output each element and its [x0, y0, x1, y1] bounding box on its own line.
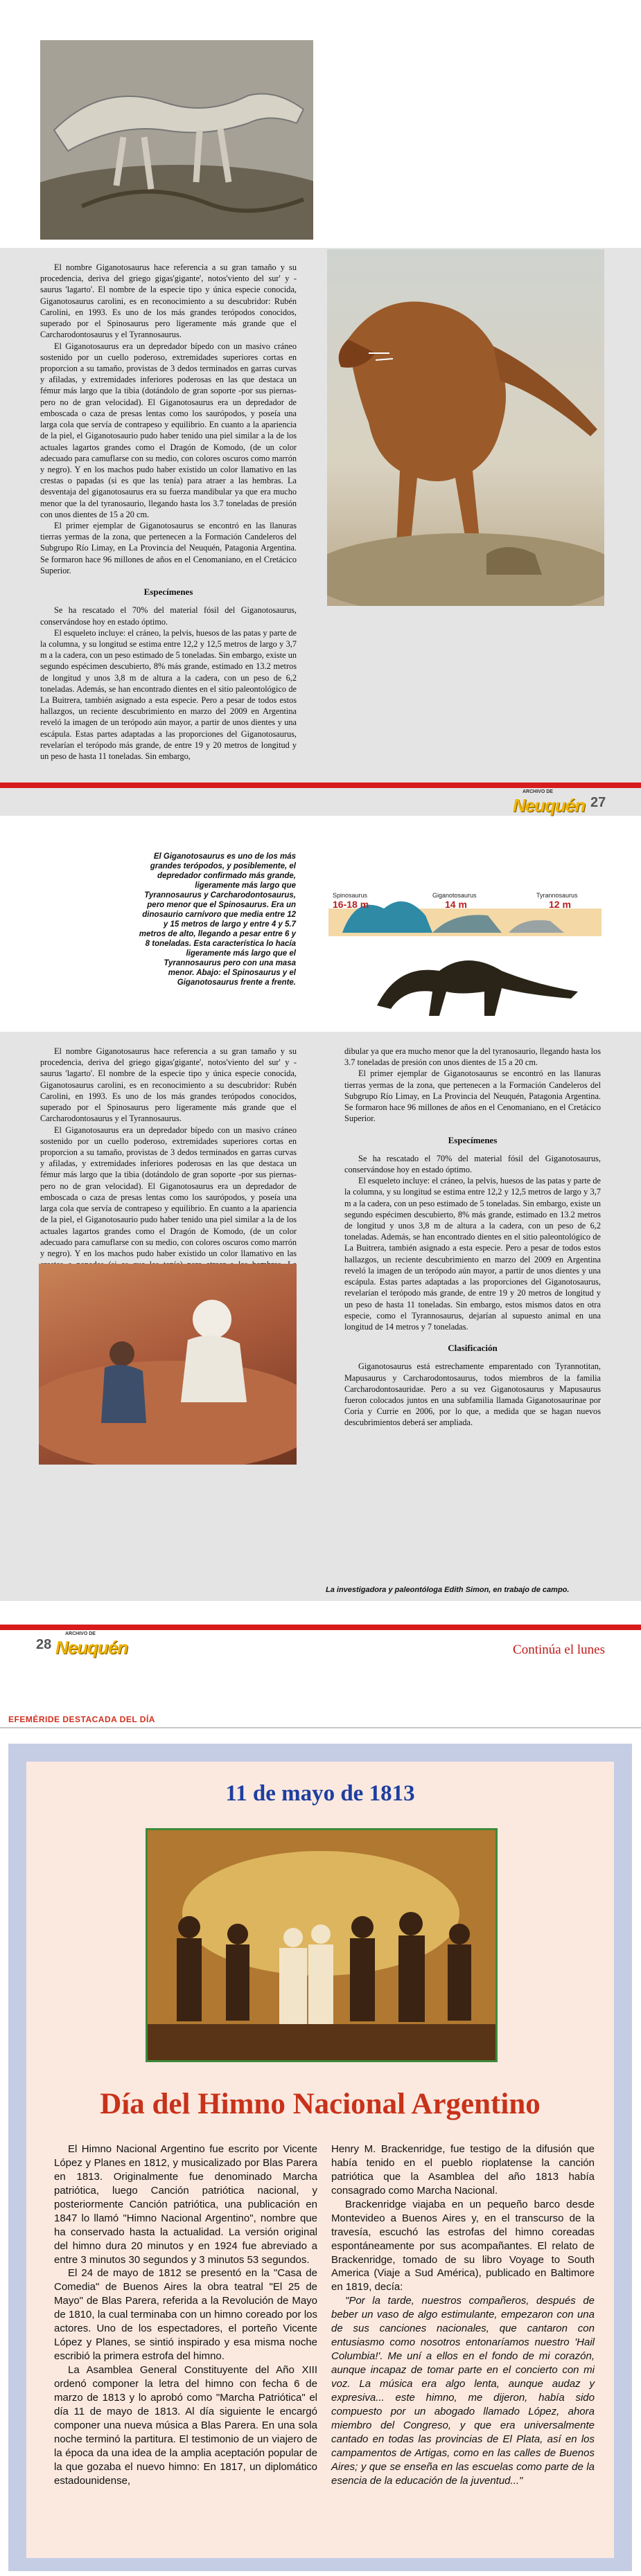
page-number: 28 — [36, 1637, 52, 1652]
brackenridge-quote: "Por la tarde, nuestros compañeros, después de beber un vaso de algo estimulante, empezaron con una de sus canciones nacionales, que cantaron con entusiasmo como nosotros entonaríamos nuestro 'Hail Columbia!'. Me uní a ellos en el fondo de mi corazón, aunque incapaz de tomar parte en el concierto con mi voz. La música era algo lenta, aunque audaz y expresiva... este himno, me dijeron, había sido compuesto por un abogado llamado López, ahora miembro del Congreso, y que era universalmente cantado en todas las provincias de El Plata, así en los campamentos de Artigas, como en las calles de Buenos Aires; y que se enseña en las escuelas como parte de la esencia de la educación de la juventud..." — [331, 2295, 595, 2487]
paragraph: El nombre Giganotosaurus hace referencia a su gran tamaño y su procedencia, deriva del griego gigas'gigante', notos'viento del sur' y -saurus 'lagarto'. El nombre de la especie tipo y única especie conocida, Giganotosaurus carolini, es en reconocimiento a su descubridor: Rubén Carolini, en 1993. Es uno de los más grandes terópodos conocidos, superado por el Spinosaurus pero ligeramente más grande que el Carcharodontosaurus y el Tyrannosaurus. — [40, 1046, 297, 1124]
dinosaur-skeleton-photo — [40, 40, 313, 240]
efemeride-header — [0, 1710, 641, 1728]
logo-caption: ARCHIVO DE — [523, 789, 553, 794]
paragraph: Giganotosaurus está estrechamente emparentado con Tyrannotitan, Mapusaurus y Carcharodontosaurus, todos miembros de la familia Carcharodontosauridae. Pero a su vez Giganotosaurus y Mapusaurus fueron colocados juntos en una subfamilia llamada Giganotosaurinae por Coria y Currie en 2006, por lo que, a medida que se hagan nuevos descubrimientos deberá ser ampliada. — [344, 1361, 601, 1428]
field-work-photo — [39, 1264, 297, 1465]
size-value-tyrannosaurus: 12 m — [549, 899, 571, 910]
paragraph: El esqueleto incluye: el cráneo, la pelvis, huesos de las patas y parte de la columna, y su longitud se estima entre 12,2 y 12,5 metros de largo y 3,7 m a la cadera, con un peso estimado de 5 toneladas. Sin embargo, existe un segundo espécimen descubierto, 8% más grande, estimado en 13.2 metros de longitud y unos 3,8 m de altura a la cadera, con un peso de 6,2 toneladas. Además, se han encontrado dientes en el sitio paleontológico de La Buitrera, también asignado a esta especie. Pero a pesar de todos estos hallazgos, un reciente descubrimiento en marzo del 2009 en Argentina reveló la imagen de un terópodo aún mayor, a partir de unos dientes y una escápula. Estas partes adaptadas a las proporciones del Giganotosaurus, revelarían el terópodo más grande, de entre 19 y 20 metros de longitud y un peso de hasta 11 toneladas. Sin embargo, estos mismos datos en otra especie, como el Tyrannosaurus, dejarían al supuesto animal en una longitud de 14 metros y 7 toneladas. — [344, 1176, 601, 1332]
paragraph: dibular ya que era mucho menor que la del tyranosaurio, llegando hasta los 3.7 toneladas de presión con unos dientes de 15 a 20 cm. — [344, 1046, 601, 1068]
efemeride-header-label: EFEMÉRIDE DESTACADA DEL DÍA — [8, 1715, 155, 1724]
paragraph: El primer ejemplar de Giganotosaurus se encontró en las llanuras tierras yermas de la zona, que pertenecen a la Formación Candeleros del Subgrupo Río Limay, en La Provincia del Neuquén, Patagonia Argentina. Se formaron hace 96 millones de años en el Cenomaniano, en el Cretácico Superior. — [344, 1068, 601, 1124]
magazine-page-28 — [0, 817, 641, 1658]
magazine-page-27 — [0, 0, 641, 817]
neuquen-logo — [55, 1631, 128, 1658]
article-column-right — [344, 1046, 601, 1429]
logo-text: Neuquén — [55, 1637, 128, 1658]
logo-caption: ARCHIVO DE — [65, 1631, 96, 1636]
section-heading: Especímenes — [143, 587, 193, 598]
paragraph: El primer ejemplar de Giganotosaurus se encontró en las llanuras tierras yermas de la zona, que pertenecen a la Formación Candeleros del Subgrupo Río Limay, en La Provincia del Neuquén, Patagonia Argentina. Se formaron hace 96 millones de años en el Cenomaniano, en el Cretácico Superior. — [40, 521, 297, 575]
paragraph: Se ha rescatado el 70% del material fósil del Giganotosaurus, conservándose hoy en estado óptimo. — [40, 605, 297, 627]
size-label-giganotosaurus: Giganotosaurus — [432, 892, 477, 899]
efemeride-frame — [8, 1744, 632, 2571]
paragraph: Henry M. Brackenridge, fue testigo de la difusión que había tenido en el pueblo rioplatense la canción patriótica que la Asamblea del año 1813 había consagrado como Marcha Nacional. — [331, 2143, 595, 2197]
size-label-spinosaurus: Spinosaurus — [333, 892, 368, 899]
efemeride-column-right — [331, 2143, 595, 2487]
page-divider-bar — [0, 782, 641, 788]
article-column-left — [40, 1046, 297, 1282]
historic-painting — [146, 1828, 498, 2062]
page-number: 27 — [590, 795, 606, 810]
paragraph: La Asamblea General Constituyente del Año XIII ordenó componer la letra del himno con fecha 6 de marzo de 1813 y lo aprobó como "Marcha Patriótica" el día 11 de mayo de 1813. Al día siguiente le encargó componer una nueva música a Blas Parera. En una sola noche terminó la partitura. El testimonio de un viajero de la época da una idea de la amplia aceptación popular de la que gozaba el nuevo himno: En 1817, un diplomático estadounidense, — [54, 2364, 317, 2487]
efemeride-panel — [26, 1762, 614, 2558]
size-label-tyrannosaurus: Tyrannosaurus — [536, 892, 578, 899]
paragraph: El Giganotosaurus era un depredador bípedo con un masivo cráneo sostenido por un cuello poderoso, extremidades superiores cortas en proporcion a su tamaño, provistas de 3 dedos terminados en garras curvas y afiladas, y extremidades inferiores poderosas en las que destaca un fémur más largo que la tibia (dotándolo de gran soporte -por sus piernas- pero no de gran velocidad). El Giganotosaurus era un depredador de emboscada o caza de presas lentas como los saurópodos, y poseía una larga cola que servía de contrapeso y equilibrio. En cuanto a la apariencia de la piel, el Giganotosaurio pudo haber tenido una piel similar a la de los actuales lagartos grandes como el Dragón de Komodo, (de un color adecuado para camuflarse con su medio, con colores oscuros como marrón y negro). Y en los machos pudo haber existido un color llamativo en las — [40, 1125, 297, 1258]
giganotosaurus-illustration — [327, 249, 604, 606]
neuquen-logo — [513, 789, 586, 816]
size-value-giganotosaurus: 14 m — [445, 899, 467, 910]
page-divider-bar — [0, 1625, 641, 1630]
size-value-spinosaurus: 16-18 m — [333, 899, 369, 910]
paragraph: El nombre Giganotosaurus hace referencia a su gran tamaño y su procedencia, deriva del griego gigas'gigante', notos'viento del sur' y -saurus 'lagarto'. El nombre de la especie tipo y única especie conocida, Giganotosaurus carolini, es en reconocimiento a su descubridor: Rubén Carolini, en 1993. Es uno de los más grandes terópodos conocidos, superado por el Spinosaurus pero ligeramente más grande que el Carcharodontosaurus y el Tyrannosaurus. — [40, 262, 297, 340]
paragraph: El 24 de mayo de 1812 se presentó en la "Casa de Comedia" de Buenos Aires la obra teatral "El 25 de Mayo" de Blas Parera, referida a la Revolución de Mayo de 1810, la cual terminaba con un himno coreado por los actores. Uno de los espectadores, el porteño Vicente López y Planes, se sintió inspirado y esa misma noche escribió la primera estrofa del himno. — [54, 2267, 317, 2363]
paragraph: El esqueleto incluye: el cráneo, la pelvis, huesos de las patas y parte de la columna, y su longitud se estima entre 12,2 y 12,5 metros de largo y 3,7 m a la cadera, con un peso estimado de 5 toneladas. Sin embargo, existe un segundo espécimen descubierto, 8% más grande, estimado en 13.2 metros de longitud y unos 3,8 m de altura a la cadera, con un peso de 6,2 toneladas. Además, se han encontrado dientes en el sitio paleontológico de La Buitrera, también asignado a esta especie. Pero a pesar de todos estos hallazgos, un reciente descubrimiento en marzo del 2009 en Argentina reveló la imagen de un terópodo aún mayor, a partir de unos dientes y una escápula. Estas partes adaptadas a las proporciones del Giganotosaurus, revelarían el terópodo más grande, de entre 19 y 20 metros de longitud y un peso de hasta 11 toneladas. Sin embargo, — [40, 627, 297, 762]
section-heading: Especímenes — [448, 1134, 498, 1145]
paragraph: Brackenridge viajaba en un pequeño barco desde Montevideo a Buenos Aires y, en el transcurso de la travesía, escuchó las estrofas del himno coreadas espontáneamente por sus acompañantes. El relato de Brackenridge, tomado de su libro Voyage to South America (Viaje a Sud América), publicado en Baltimore en 1819, decía: — [331, 2198, 595, 2293]
efemeride-column-left — [54, 2143, 317, 2487]
article-column-left — [40, 262, 297, 762]
size-comparison-caption: El Giganotosaurus es uno de los más grandes terópodos, y posiblemente, el depredador confirmado más grande, ligeramente más largo que Tyrannosaurus y Carcharodontosaurus, pero menor que el Spinosaurus. Era un dinosaurio carnívoro que media entre 12 y 15 metros de largo y entre 4 y 5.7 metros de alto, llegando a pesar entre 6 y 8 toneladas. Esta característica lo hacía ligeramente más largo que el Tyrannosaurus pero con una masa menor. Abajo: el Spinosaurus y el Giganotosaurus frente a frente. — [139, 852, 296, 987]
efemeride-title: Día del Himno Nacional Argentino — [100, 2088, 541, 2120]
paragraph: El Himno Nacional Argentino fue escrito por Vicente López y Planes en 1812, y musicalizado por Blas Parera en 1813. Originalmente fue denominado Marcha patriótica, luego Canción patriótica nacional, y posteriormente Canción patriótica, una publicación en 1847 lo llamó "Himno Nacional Argentino", nombre que ha conservado hasta la actualidad. La versión original del himno dura 20 minutos y en 1924 fue abreviado a entre 3 minutos 30 segundos y 3 minutos 53 segundos. — [54, 2143, 317, 2266]
photo-caption: La investigadora y paleontóloga Edith Simon, en trabajo de campo. — [326, 1586, 570, 1594]
logo-text: Neuquén — [513, 795, 586, 816]
paragraph: El Giganotosaurus era un depredador bípedo con un masivo cráneo sostenido por un cuello poderoso, extremidades superiores cortas en proporcion a su tamaño, provistas de 3 dedos terminados en garras curvas y afiladas, y extremidades inferiores poderosas en las que destaca un fémur más largo que la tibia (dotándolo de gran soporte -por sus piernas- pero no de gran velocidad). El Giganotosaurus era un depredador de emboscada o caza de presas lentas como los saurópodos, y poseía una larga cola que servía de contrapeso y equilibrio. En cuanto a la apariencia de la piel, el Giganotosaurio pudo haber tenido una piel similar a la de los actuales lagartos grandes como el Dragón de Komodo, (de un color adecuado para camuflarse con su medio, con colores oscuros como marrón y negro). Y en los machos pudo haber existido un color llamativo en las crestas o papadas (si es que las tenía) para atraer a las hembras. La desventaja del giganotosaurus era su fuerza mandibular ya que era mucho menor que la del tyranosaurio, llegando hasta los 3.7 toneladas de presión con unos dientes de 15 a 20 cm. — [40, 341, 297, 519]
size-comparison-graphic — [328, 867, 602, 1026]
efemeride-date: 11 de mayo de 1813 — [225, 1781, 415, 1806]
section-heading: Clasificación — [448, 1343, 498, 1354]
efemeride-section — [0, 1710, 641, 2576]
paragraph: Se ha rescatado el 70% del material fósil del Giganotosaurus, conservándose hoy en estado óptimo. — [344, 1153, 601, 1174]
continua-notice: Continúa el lunes — [513, 1643, 605, 1657]
